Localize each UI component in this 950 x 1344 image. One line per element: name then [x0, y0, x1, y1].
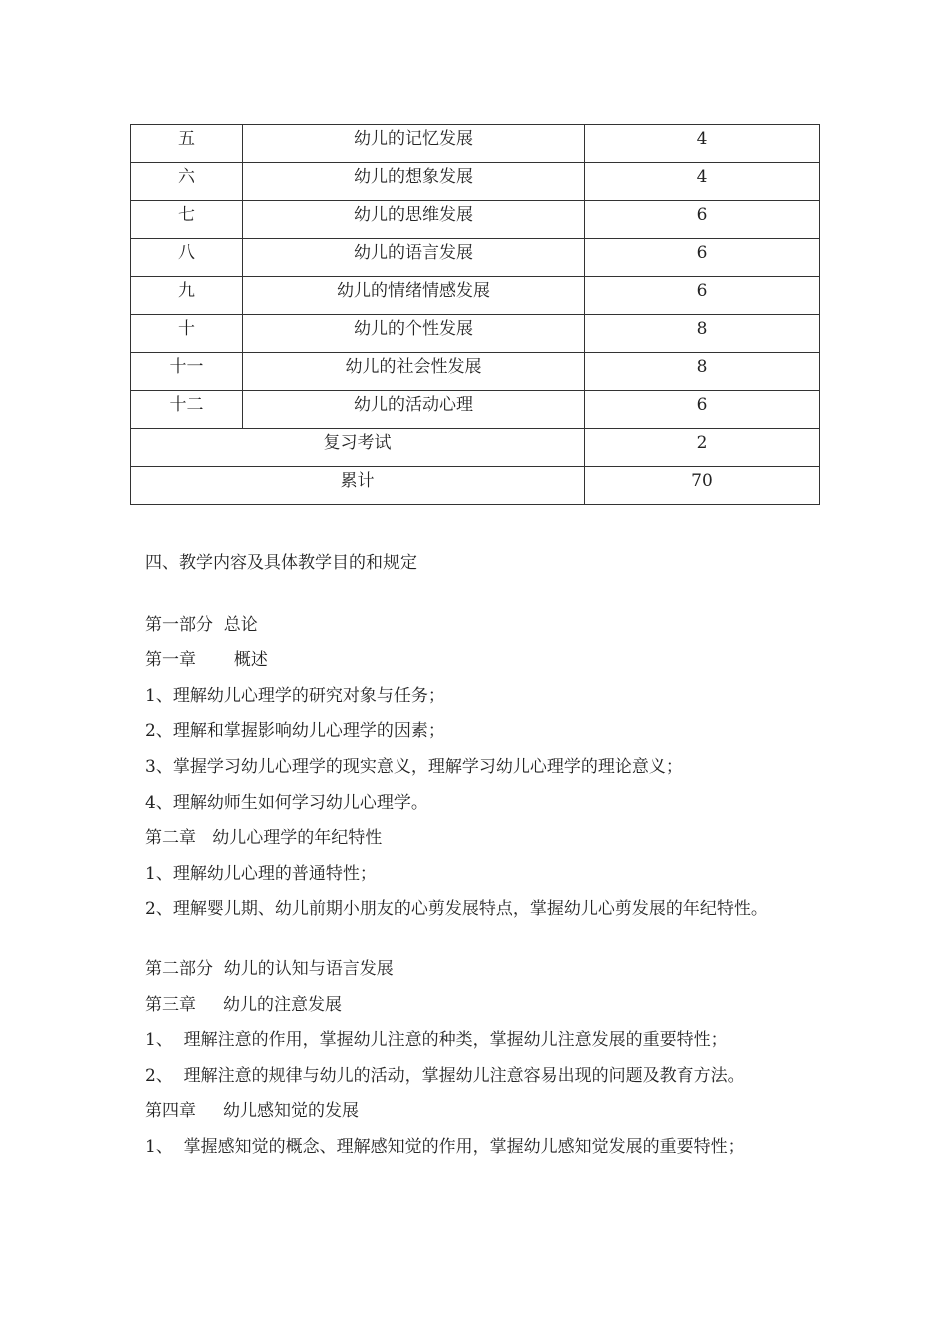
- chapter-title: 第二章 幼儿心理学的年纪特性: [145, 828, 383, 849]
- list-item: 1、理解幼儿心理学的研究对象与任务；: [145, 685, 445, 706]
- row-topic: 幼儿的活动心理: [243, 391, 585, 429]
- table-row: [131, 239, 820, 277]
- table-row: [131, 125, 820, 163]
- row-hours: 8: [585, 315, 820, 353]
- table-row: [131, 163, 820, 201]
- table-row: [131, 201, 820, 239]
- list-item: 2、理解和掌握影响幼儿心理学的因素；: [145, 721, 445, 742]
- row-number: 五: [131, 125, 243, 163]
- row-hours: 6: [585, 391, 820, 429]
- row-number: 十一: [131, 353, 243, 391]
- row-topic: 幼儿的语言发展: [243, 239, 585, 277]
- row-number: 六: [131, 163, 243, 201]
- row-topic: 幼儿的情绪情感发展: [243, 277, 585, 315]
- list-item: 1、理解幼儿心理的普通特性；: [145, 863, 377, 884]
- row-hours: 6: [585, 277, 820, 315]
- row-hours: 6: [585, 201, 820, 239]
- row-number: 十: [131, 315, 243, 353]
- list-item: 3、掌握学习幼儿心理学的现实意义，理解学习幼儿心理学的理论意义；: [145, 756, 683, 777]
- teaching-content: [145, 546, 825, 1166]
- row-topic: 幼儿的社会性发展: [243, 353, 585, 391]
- review-label: 复习考试: [131, 429, 585, 467]
- row-hours: 8: [585, 353, 820, 391]
- row-number: 七: [131, 201, 243, 239]
- chapter-title: 第一章 概述: [145, 650, 268, 671]
- row-number: 八: [131, 239, 243, 277]
- part-title: 第一部分 总论: [145, 614, 258, 635]
- table-row: [131, 353, 820, 391]
- row-number: 十二: [131, 391, 243, 429]
- list-item: 2、 理解注意的规律与幼儿的活动，掌握幼儿注意容易出现的问题及教育方法。: [145, 1065, 745, 1086]
- table-row: [131, 277, 820, 315]
- part-title: 第二部分 幼儿的认知与语言发展: [145, 958, 394, 979]
- chapter-title: 第四章 幼儿感知觉的发展: [145, 1101, 360, 1122]
- total-hours: 70: [585, 467, 820, 505]
- row-topic: 幼儿的想象发展: [243, 163, 585, 201]
- row-number: 九: [131, 277, 243, 315]
- row-topic: 幼儿的记忆发展: [243, 125, 585, 163]
- list-item: 2、理解婴儿期、幼儿前期小朋友的心剪发展特点，掌握幼儿心剪发展的年纪特性。: [145, 899, 768, 920]
- total-label: 累计: [131, 467, 585, 505]
- section-heading: 四、教学内容及具体教学目的和规定: [145, 553, 417, 573]
- list-item: 1、 掌握感知觉的概念、理解感知觉的作用，掌握幼儿感知觉发展的重要特性；: [145, 1136, 745, 1157]
- table-row: [131, 315, 820, 353]
- row-hours: 4: [585, 163, 820, 201]
- row-hours: 6: [585, 239, 820, 277]
- row-hours: 4: [585, 125, 820, 163]
- chapter-title: 第三章 幼儿的注意发展: [145, 994, 343, 1015]
- row-topic: 幼儿的思维发展: [243, 201, 585, 239]
- course-hours-table: [130, 124, 820, 505]
- table-row: [131, 391, 820, 429]
- row-topic: 幼儿的个性发展: [243, 315, 585, 353]
- review-row: [131, 429, 820, 467]
- review-hours: 2: [585, 429, 820, 467]
- list-item: 1、 理解注意的作用，掌握幼儿注意的种类，掌握幼儿注意发展的重要特性；: [145, 1030, 728, 1051]
- list-item: 4、理解幼师生如何学习幼儿心理学。: [145, 792, 428, 813]
- total-row: [131, 467, 820, 505]
